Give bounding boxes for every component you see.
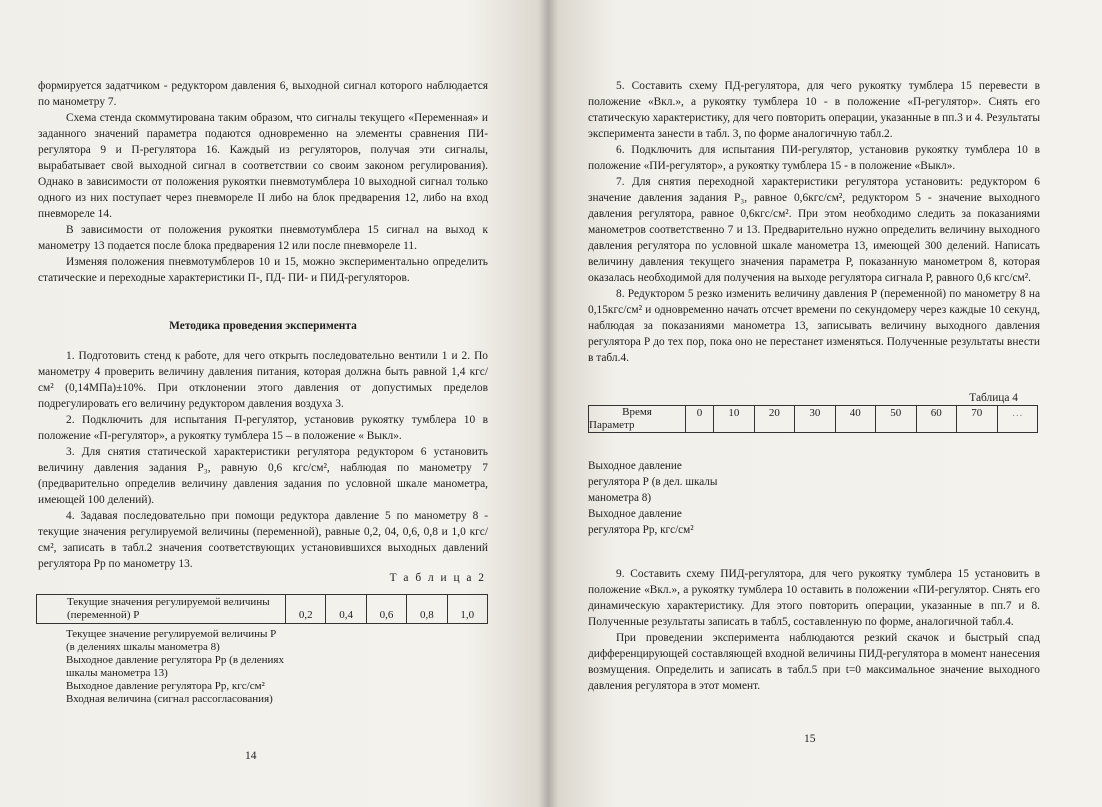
right-steps-bottom	[588, 566, 1040, 694]
table-cell: …	[997, 406, 1038, 433]
table-row	[589, 406, 1038, 433]
table-cell: 0,8	[407, 595, 447, 624]
table-row-label: Входная величина (сигнал рассогласования)	[66, 693, 273, 705]
paragraph: формируется задатчиком - редуктором давления 6, выходной сигнал которого наблюдается по манометру 7.	[38, 80, 488, 108]
table-row	[37, 595, 488, 624]
table-cell: 10	[714, 406, 754, 433]
left-steps	[38, 348, 488, 572]
step-2: 2. Подключить для испытания П-регулятор, установив рукоятку тумблера 10 в положение «П-регулятор», а рукоятку тумблера 15 – в положение « Выкл».	[38, 414, 488, 442]
left-page	[0, 0, 548, 807]
table-cell: 50	[876, 406, 916, 433]
section-title: Методика проведения эксперимента	[169, 320, 357, 332]
table-row-label: Текущее значение регулируемой величины Р (в делениях шкалы манометра 8)	[66, 628, 277, 653]
table-row-label: Выходное давление регулятора Р (в дел. шкалы манометра 8)	[588, 460, 718, 504]
table-cell: 0,2	[286, 595, 326, 624]
right-steps-top	[588, 78, 1040, 366]
table-cell: 1,0	[447, 595, 487, 624]
table-header-label: Текущие значения регулируемой величины (переменной) Р	[37, 595, 286, 624]
table-cell: 0,6	[366, 595, 406, 624]
paragraph: Схема стенда скоммутирована таким образом, что сигналы текущего «Переменная» и заданного значений параметра подаются одновременно на элементы сравнения ПИ-регулятора 9 и П-регулятора 16. Каждый из регуляторов, получая эти сигналы, вырабатывает свой выходной сигнал в соответствии со своим законом регулирования). Однако в зависимости от положения рукоятки пневмотумблера 10 выходной сигнал только одного из них поступает через пневмореле II либо на блок предварения 12, либо на вход пневмореле 14.	[38, 112, 488, 220]
table-cell: 60	[916, 406, 956, 433]
table-4-caption: Таблица 4	[969, 392, 1018, 404]
table-2-rows	[66, 628, 286, 706]
table-cell: 30	[795, 406, 835, 433]
paragraph: При проведении эксперимента наблюдаются резкий скачок и быстрый спад дифференцирующей составляющей входной величины ПИД-регулятора в момент нанесения возмущения. Определить и записать в табл.5 при t=0 максимальное значение выходного давления регулятора в этот момент.	[588, 632, 1040, 692]
right-page	[548, 0, 1102, 807]
table-cell: 40	[835, 406, 875, 433]
step-4: 4. Задавая последовательно при помощи редуктора давление 5 по манометру 8 - текущие значения регулируемой величины (переменной), равные 0,2, 04, 0,6, 0,8 и 1,0 кгс/см², записать в табл.2 значения соответствующих установившихся выходных давлений регулятора Рр по манометру 13.	[38, 510, 488, 570]
table-header-cell	[589, 406, 686, 433]
table-cell: 70	[957, 406, 997, 433]
book-gutter	[538, 0, 558, 807]
step-1: 1. Подготовить стенд к работе, для чего открыть последовательно вентили 1 и 2. По манометру 4 проверить величину давления питания, которая должна быть равной 1,4 кгс/см² (0,14МПа)±10%. При отклонении этого давления от допустимых пределов подрегулировать его величину редуктором давления воздуха 3.	[38, 350, 488, 410]
table-cell: 0,4	[326, 595, 366, 624]
page-number: 14	[245, 750, 257, 762]
table-row-label: Выходное давление регулятора Рр (в делениях шкалы манометра 13)	[66, 654, 284, 679]
paragraph: Изменяя положения пневмотумблеров 10 и 15, можно экспериментально определить статические и переходные характеристики П-, ПД- ПИ- и ПИД-регуляторов.	[38, 256, 488, 284]
table-4-rows	[588, 458, 718, 538]
table-row-label: Выходное давление регулятора Рр, кгс/см²	[588, 508, 694, 536]
paragraph: В зависимости от положения рукоятки пневмотумблера 15 сигнал на выход к манометру 13 подается после блока предварения 12 или после пневмореле 11.	[38, 224, 488, 252]
step-7: 7. Для снятия переходной характеристики регулятора установить: редуктором 6 значение давления задания Р₃, равное 0,6кгс/см², редуктором 5 - значение выходного давления регулятора, равное 0,6кгс/см². При этом необходимо следить за показаниями манометров соответственно 7 и 13. Предварительно нужно определить величину выходного давления регулятора по условной шкале манометра 13, имеющей 300 делений. Написать величину давления текущего значения параметра Р, показанную манометром 8, которая оказалась необходимой для получения на выходе регулятора сигнала Р, равного 0,6 кгс/см².	[588, 176, 1040, 284]
header-top: Время	[622, 406, 652, 418]
step-5: 5. Составить схему ПД-регулятора, для чего рукоятку тумблера 15 перевести в положение «Вкл.», а рукоятку тумблера 10 - в положение «П-регулятор». Снять его статическую характеристику, для чего повторить операции, указанные в пп.3 и 4. Результаты эксперимента занести в табл. 3, по форме аналогичную табл.2.	[588, 80, 1040, 140]
table-cell: 20	[754, 406, 794, 433]
table-2-caption: Т а б л и ц а 2	[389, 572, 486, 584]
table-cell: 0	[686, 406, 714, 433]
table-4	[588, 405, 1038, 433]
header-bottom: Параметр	[589, 419, 635, 431]
step-8: 8. Редуктором 5 резко изменить величину давления Р (переменной) по манометру 8 на 0,15кгс/см² и одновременно начать отсчет времени по секундомеру через каждые 10 секунд, наблюдая за показаниями манометра 13, записывать величину выходного давления регулятора Р до тех пор, пока оно не перестанет изменяться. Полученные результаты внести в табл.4.	[588, 288, 1040, 364]
table-2	[36, 594, 488, 624]
page-number: 15	[804, 733, 816, 745]
step-9: 9. Составить схему ПИД-регулятора, для чего рукоятку тумблера 15 установить в положение «Вкл.», а рукоятку тумблера 10 оставить в положении «ПИ-регулятор. Снять его динамическую характеристику. Для этого повторить операции, указанные в пп.7 и 8. Полученные результаты записать в табл5, составленную по форме, аналогичной табл.4.	[588, 568, 1040, 628]
step-3: 3. Для снятия статической характеристики регулятора редуктором 6 установить величину давления задания Р₃, равную 0,6 кгс/см², наблюдая по манометру 7 (предварительно определив величину давления задания по условной шкале манометра, имеющей 100 делений).	[38, 446, 488, 506]
table-row-label: Выходное давление регулятора Рр, кгс/см²	[66, 680, 265, 692]
step-6: 6. Подключить для испытания ПИ-регулятор, установив рукоятку тумблера 10 в положение «ПИ-регулятор», а рукоятку тумблера 15 - в положение «Выкл».	[588, 144, 1040, 172]
left-body	[38, 78, 488, 286]
